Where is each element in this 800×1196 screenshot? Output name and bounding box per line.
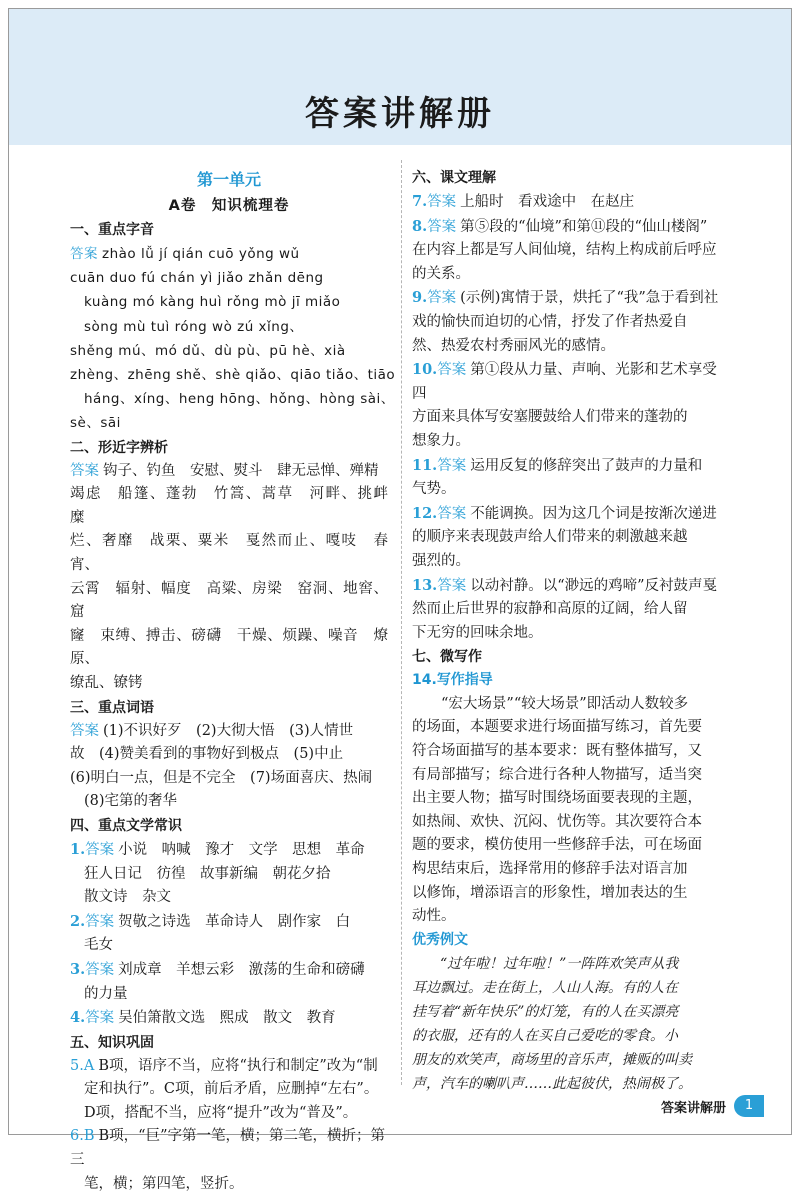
pinyin-row: háng、xíng、heng hōng、hǒng、hòng sài、	[84, 391, 395, 408]
right-column	[412, 166, 730, 1096]
text-line: 散文诗 杂文	[84, 889, 171, 906]
answer-tag: 答案	[427, 290, 457, 307]
section-heading-2: 二、形近字辨析	[70, 439, 168, 456]
text-line: (6)明白一点，但是不完全 (7)场面喜庆、热闹	[70, 769, 373, 786]
answer-tag: 答案	[437, 362, 467, 379]
text-line: 然、热爱农村秀丽风光的感情。	[412, 337, 615, 354]
answer-item-7	[412, 190, 730, 215]
text-line: 想象力。	[412, 432, 470, 449]
text-line: 毛女	[84, 937, 113, 954]
item-number: 6.B	[70, 1128, 95, 1145]
text-line: “过年啦！过年啦！”一阵阵欢笑声从我	[440, 956, 679, 973]
item-number: 11.	[412, 456, 438, 474]
text-line: 竭虑 船篷、蓬勃 竹篙、蒿草 河畔、挑衅 糜	[70, 486, 403, 526]
text-line: 方面来具体写安塞腰鼓给人们带来的蓬勃的	[412, 409, 688, 426]
section-heading-5: 五、知识巩固	[70, 1034, 154, 1051]
answer-tag: 答案	[437, 577, 467, 594]
page-number: 1	[734, 1095, 764, 1117]
pinyin-row: sè、sāi	[70, 415, 121, 432]
text-line: 小说 呐喊 豫才 文学 思想 革命	[118, 841, 365, 858]
text-line: 题的要求，模仿使用一些修辞手法，可在场面	[412, 837, 702, 854]
writing-guide-heading	[412, 669, 730, 693]
text-line: 戏的愉快而迫切的心情，抒发了作者热爱自	[412, 313, 688, 330]
text-line: 的顺序来表现鼓声给人们带来的刺激越来越	[412, 529, 688, 546]
pinyin-answer-block	[70, 242, 396, 436]
column-divider	[401, 160, 402, 1085]
pinyin-row: kuàng mó kàng huì rǒng mò jī miǎo	[84, 294, 341, 311]
text-line: 定和执行”。C项，前后矛盾，应删掉“左右”。	[84, 1081, 379, 1098]
item-number: 10.	[412, 361, 438, 379]
answer-tag: 答案	[85, 1010, 115, 1027]
section-heading-3: 三、重点词语	[70, 699, 154, 716]
text-line: B项，语序不当，应将“执行和制定”改为“制	[98, 1057, 378, 1074]
item-number: 12.	[412, 504, 438, 522]
text-line: 气势。	[412, 481, 456, 498]
text-line: 下无穷的回味余地。	[412, 624, 543, 641]
item-number: 1.	[70, 840, 86, 858]
pinyin-row: zhào lǚ jí qián cuō yǒng wǔ	[102, 246, 300, 262]
section-heading-1: 一、重点字音	[70, 222, 154, 238]
text-line: 刘成章 羊想云彩 激荡的生命和磅礴	[118, 961, 365, 978]
answer-tag: 答案	[85, 841, 115, 858]
pinyin-row: cuān duo fú chán yì jiǎo zhǎn dēng	[70, 270, 324, 287]
section-heading-4: 四、重点文学常识	[70, 817, 182, 834]
text-line: 吴伯箫散文选 熙成 散文 教育	[118, 1010, 336, 1027]
text-line: 构思结束后，选择常用的修辞手法对语言加	[412, 861, 688, 878]
text-line: (示例)寓情于景，烘托了“我”急于看到社	[460, 290, 719, 307]
answer-item-4	[70, 1006, 388, 1031]
answer-item-5	[70, 1055, 388, 1126]
answer-item-1	[70, 838, 388, 910]
unit-title: 第一单元	[196, 170, 261, 189]
answer-tag: 答案	[70, 246, 98, 262]
text-line: 朋友的欢笑声，商场里的音乐声，摊贩的叫卖	[412, 1052, 692, 1069]
item-number: 7.	[412, 193, 428, 210]
text-line: 故 (4)赞美看到的事物好到极点 (5)中止	[70, 746, 344, 763]
text-line: 缭乱、镣铐	[70, 674, 143, 691]
paper-title: A卷 知识梳理卷	[168, 198, 290, 214]
text-line: 出主要人物；描写时围绕场面要表现的主题，	[412, 790, 702, 807]
text-line: (1)不识好歹 (2)大彻大悟 (3)人情世	[103, 722, 354, 739]
text-line: 有局部描写；综合进行各种人物描写，适当突	[412, 766, 702, 783]
answer-item-10	[412, 358, 730, 453]
item-number: 3.	[70, 960, 86, 978]
writing-guide-label: 写作指导	[436, 672, 493, 689]
text-line: 笔，横；第四笔，竖折。	[84, 1175, 244, 1192]
text-line: 运用反复的修辞突出了鼓声的力量和	[470, 457, 703, 474]
answer-item-2	[70, 910, 388, 958]
text-line: 钩子、钓鱼 安慰、熨斗 肆无忌惮、殚精	[103, 462, 379, 479]
text-line: 符合场面描写的基本要求：既有整体描写，又	[412, 743, 702, 760]
item-number: 14.	[412, 672, 437, 689]
answer-item-3	[70, 958, 388, 1006]
text-line: 第⑤段的“仙境”和第⑪段的“仙山楼阁”	[460, 218, 708, 235]
text-line: 挂写着“新年快乐”的灯笼，有的人在买漂亮	[412, 1004, 679, 1021]
text-line: B项，“巨”字第一笔，横；第二笔，横折；第三	[70, 1128, 385, 1169]
text-line: 动性。	[412, 908, 456, 925]
answer-item-8	[412, 215, 730, 287]
text-line: 如热闹、欢快、沉闷、忧伤等。其次要符合本	[412, 813, 702, 830]
item-number: 2.	[70, 912, 86, 930]
answer-tag: 答案	[85, 961, 115, 978]
page-footer	[661, 1095, 764, 1117]
text-line: 耳边飘过。走在街上，人山人海。有的人在	[412, 980, 678, 997]
item-number: 5.A	[70, 1057, 95, 1074]
answer-tag: 答案	[437, 457, 467, 474]
answer-block-3	[70, 720, 388, 814]
answer-tag: 答案	[85, 913, 115, 930]
sample-essay-body	[412, 952, 730, 1096]
writing-guide-body	[412, 693, 730, 929]
item-number: 13.	[412, 576, 438, 594]
pinyin-row: sòng mù tuì róng wò zú xǐng、	[84, 318, 304, 335]
text-line: 的力量	[84, 985, 128, 1002]
text-line: 以修饰，增添语言的形象性，增加表达的生	[412, 884, 688, 901]
answer-block-2	[70, 460, 403, 696]
text-line: 烂、奢靡 战栗、粟米 戛然而止、嘎吱 春宵、	[70, 533, 388, 573]
answer-tag: 答案	[427, 218, 457, 235]
section-heading-7: 七、微写作	[412, 649, 482, 666]
text-line: 不能调换。因为这几个词是按渐次递进	[470, 505, 717, 522]
text-line: 云霄 辐射、幅度 高粱、房梁 窑洞、地窖、窟	[70, 580, 388, 621]
answer-tag: 答案	[70, 722, 99, 739]
item-number: 9.	[412, 289, 428, 307]
text-line: 然而止后世界的寂静和高原的辽阔，给人留	[412, 601, 688, 618]
text-line: 以动衬静。以“渺远的鸡啼”反衬鼓声戛	[470, 577, 718, 594]
text-line: 强烈的。	[412, 552, 470, 569]
left-column	[70, 166, 403, 1196]
text-line: 的关系。	[412, 265, 470, 282]
text-line: (8)宅第的奢华	[84, 793, 178, 810]
pinyin-row: shěng mú、mó dǔ、dù pù、pū hè、xià	[70, 342, 346, 359]
footer-label: 答案讲解册	[660, 1100, 726, 1116]
answer-item-11	[412, 454, 730, 502]
text-line: 的衣服，还有的人在买自己爱吃的零食。小	[412, 1028, 678, 1045]
text-line: 在内容上都是写人间仙境，结构上构成前后呼应	[412, 242, 717, 259]
answer-tag: 答案	[437, 505, 467, 522]
answer-tag: 答案	[70, 462, 99, 479]
text-line: “宏大场景”“较大场景”即活动人数较多	[441, 695, 689, 712]
answer-item-9	[412, 286, 730, 358]
page-title: 答案讲解册	[305, 94, 495, 134]
answer-item-12	[412, 502, 730, 574]
answer-item-6	[70, 1125, 388, 1196]
text-line: 贺敬之诗选 革命诗人 剧作家 白	[118, 913, 351, 930]
answer-item-13	[412, 574, 730, 646]
section-heading-6: 六、课文理解	[412, 170, 496, 186]
item-number: 4.	[70, 1009, 86, 1027]
text-line: 狂人日记 彷徨 故事新编 朝花夕拾	[84, 865, 331, 882]
item-number: 8.	[412, 217, 428, 235]
text-line: D项，搭配不当，应将“提升”改为“普及”。	[84, 1104, 358, 1121]
answer-tag: 答案	[427, 194, 457, 210]
text-line: 第①段从力量、声响、光影和艺术享受四	[412, 362, 717, 402]
text-line: 的场面，本题要求进行场面描写练习，首先要	[412, 719, 702, 736]
sample-essay-heading: 优秀例文	[412, 931, 468, 948]
text-line: 窿 束缚、搏击、磅礴 干燥、烦躁、噪音 燎原、	[70, 627, 388, 668]
text-line: 声，汽车的喇叭声……此起彼伏，热闹极了。	[412, 1076, 692, 1093]
text-line: 上船时 看戏途中 在赵庄	[460, 194, 635, 210]
pinyin-row: zhèng、zhēng shě、shè qiǎo、qiāo tiǎo、tiāo	[70, 367, 396, 384]
